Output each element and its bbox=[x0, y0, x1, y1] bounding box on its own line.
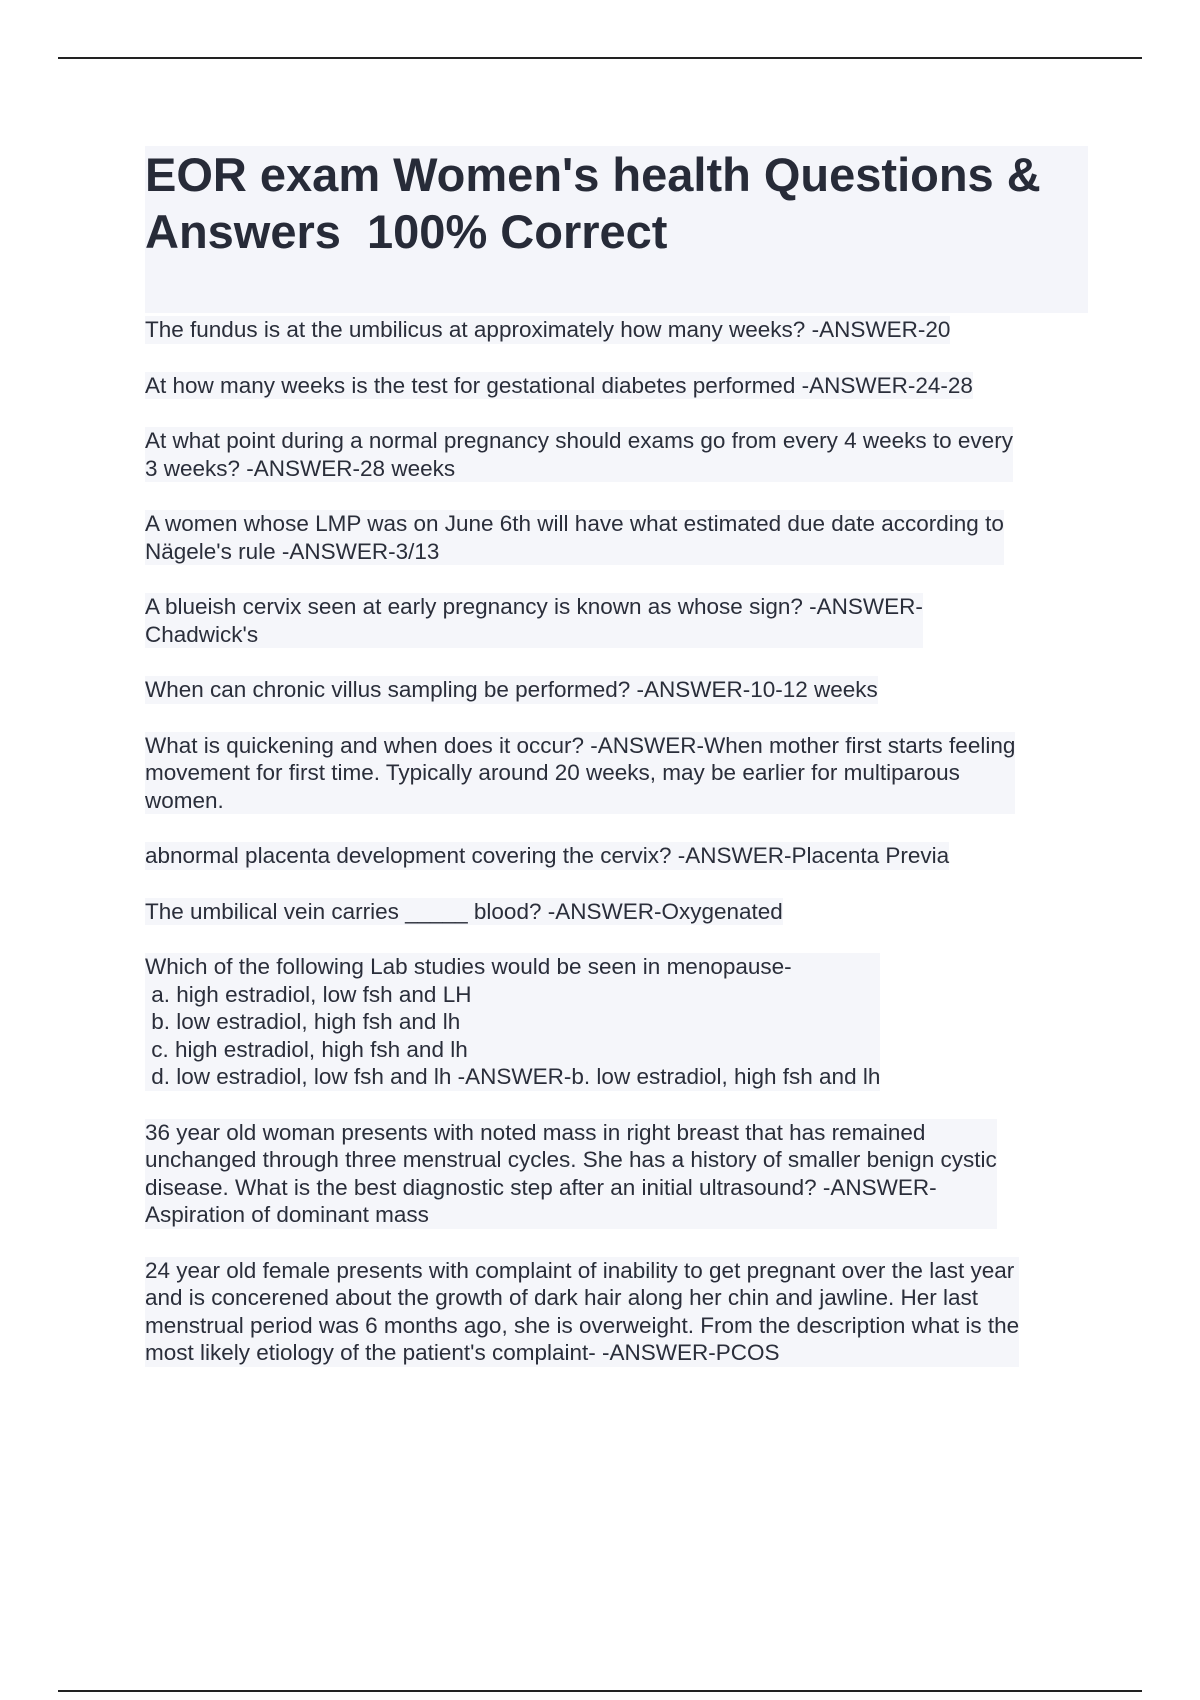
qa-item: When can chronic villus sampling be performed? -ANSWER-10-12 weeks bbox=[145, 677, 878, 702]
title-block bbox=[145, 146, 1088, 313]
qa-item: What is quickening and when does it occur? -ANSWER-When mother first starts feeling movement for first time. Typically around 20 weeks, may be earlier for multiparous women. bbox=[145, 732, 1016, 813]
qa-item: At what point during a normal pregnancy should exams go from every 4 weeks to every 3 weeks? -ANSWER-28 weeks bbox=[145, 428, 1013, 481]
qa-item: Which of the following Lab studies would be seen in menopause- a. high estradiol, low fsh and LH b. low estradiol, high fsh and lh c. high estradiol, high fsh and lh d. low estradiol, low fsh and lh -ANSWER-b. low estradiol, high fsh and lh bbox=[145, 954, 881, 1089]
document-body bbox=[145, 146, 1088, 1367]
qa-item: At how many weeks is the test for gestational diabetes performed -ANSWER-24-28 bbox=[145, 372, 973, 398]
qa-item: A women whose LMP was on June 6th will have what estimated due date according to Nägele's rule -ANSWER-3/13 bbox=[145, 511, 1004, 564]
qa-item: A blueish cervix seen at early pregnancy is known as whose sign? -ANSWER- Chadwick's bbox=[145, 594, 923, 647]
qa-item: The fundus is at the umbilicus at approximately how many weeks? -ANSWER-20 bbox=[145, 317, 951, 342]
qa-item: The umbilical vein carries _____ blood? -ANSWER-Oxygenated bbox=[145, 898, 783, 924]
top-rule bbox=[58, 57, 1142, 59]
qa-list bbox=[145, 316, 1088, 1367]
document-title: EOR exam Women's health Questions & Answers 100% Correct bbox=[145, 148, 1041, 258]
qa-item: 24 year old female presents with complaint of inability to get pregnant over the last year and is concerened about the growth of dark hair along her chin and jawline. Her last menstrual period was 6 months ago, she is overweight. From the description what is the most likely etiology of the patient's complaint- -ANSWER-PCOS bbox=[145, 1257, 1020, 1365]
qa-item: 36 year old woman presents with noted mass in right breast that has remained unchanged through three menstrual cycles. She has a history of smaller benign cystic disease. What is the best diagnostic step after an initial ultrasound? -ANSWER- Aspiration of dominant mass bbox=[145, 1119, 997, 1227]
bottom-rule bbox=[58, 1690, 1142, 1692]
qa-item: abnormal placenta development covering the cervix? -ANSWER-Placenta Previa bbox=[145, 843, 950, 868]
